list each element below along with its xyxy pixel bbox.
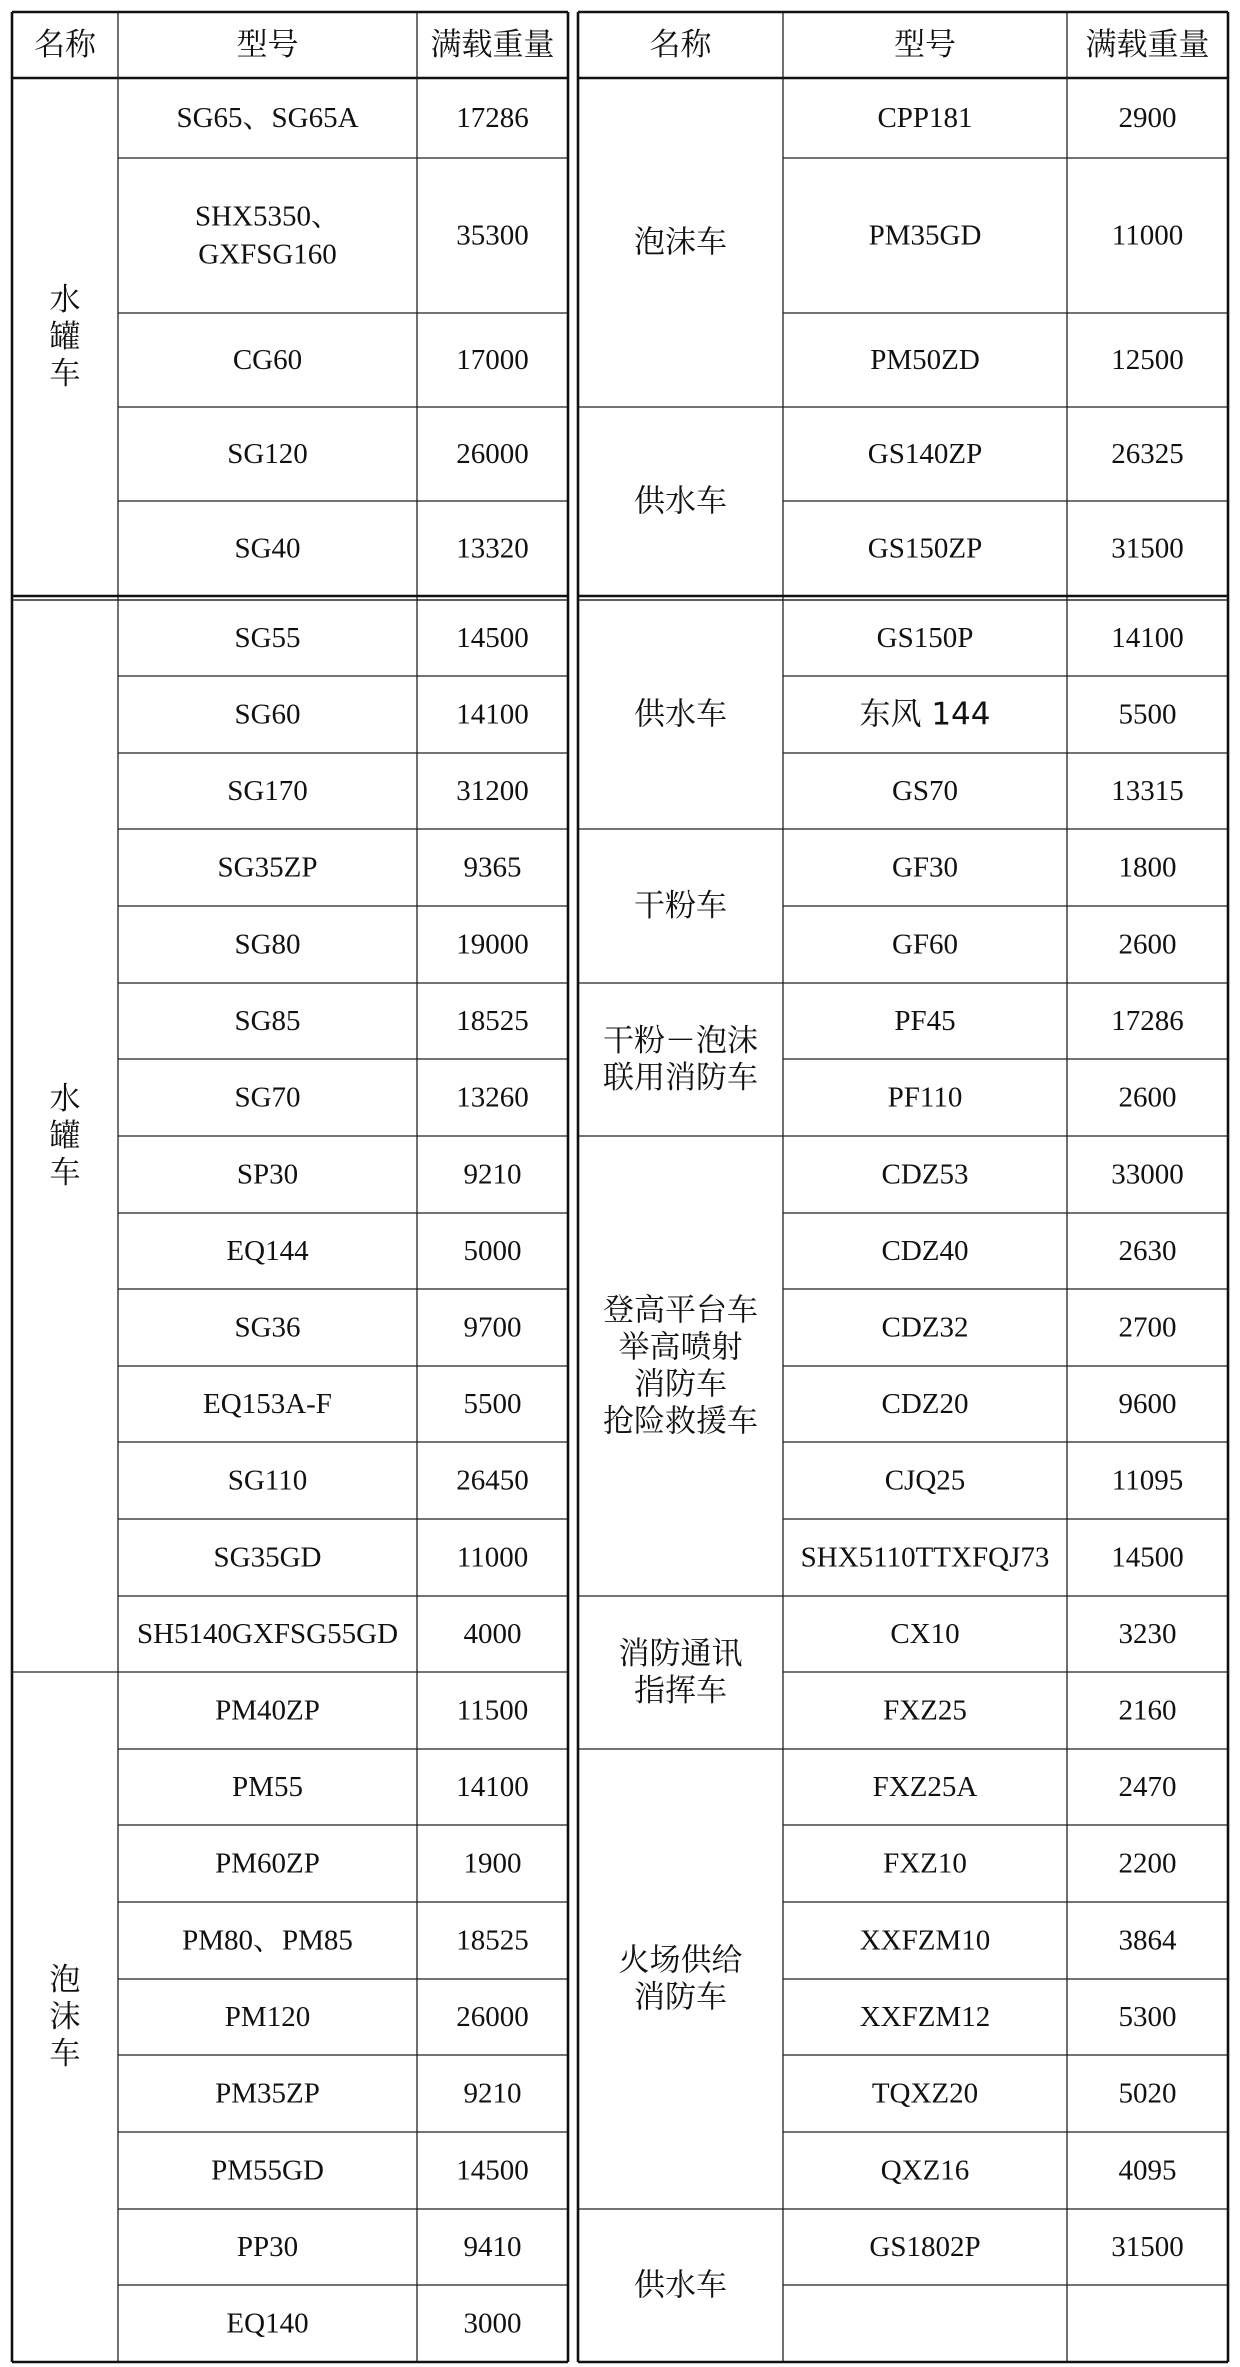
weight-cell: 5300 bbox=[1118, 2001, 1177, 2033]
model-cell: SG35ZP bbox=[217, 851, 318, 884]
model-cell: PM80、PM85 bbox=[182, 1924, 353, 1957]
model-cell: TQXZ20 bbox=[871, 2077, 979, 2110]
model-cell: GF60 bbox=[891, 928, 959, 961]
group-name-line: 指挥车 bbox=[634, 1673, 727, 1709]
group-name-char: 罐 bbox=[49, 319, 81, 355]
weight-cell: 14100 bbox=[456, 1771, 529, 1803]
model-cell: FXZ25A bbox=[872, 1771, 978, 1803]
model-cell: SG60 bbox=[234, 698, 301, 731]
weight-cell: 2600 bbox=[1118, 1081, 1177, 1114]
weight-cell: 14100 bbox=[456, 698, 529, 731]
model-cell: CX10 bbox=[890, 1618, 960, 1650]
weight-cell: 5000 bbox=[463, 1235, 522, 1267]
weight-cell: 2700 bbox=[1118, 1311, 1177, 1344]
weight-cell: 18525 bbox=[456, 1924, 529, 1957]
model-cell: GF30 bbox=[891, 851, 959, 884]
weight-cell: 31500 bbox=[1111, 2231, 1184, 2263]
group-name: 供水车 bbox=[634, 696, 727, 733]
model-cell: SH5140GXFSG55GD bbox=[136, 1618, 399, 1650]
model-cell: SG80 bbox=[234, 928, 301, 961]
model-cell: PM60ZP bbox=[215, 1847, 320, 1880]
weight-cell: 1900 bbox=[463, 1847, 522, 1880]
model-cell: SG120 bbox=[227, 438, 308, 470]
weight-cell: 26450 bbox=[456, 1464, 529, 1497]
model-cell: GS70 bbox=[891, 775, 959, 807]
model-cell: SG110 bbox=[227, 1464, 308, 1497]
group-name: 泡沫车 bbox=[634, 224, 727, 261]
model-cell: SG170 bbox=[227, 775, 308, 807]
model-cell: CDZ20 bbox=[881, 1388, 969, 1420]
weight-cell: 17286 bbox=[456, 102, 529, 134]
weight-cell: 5500 bbox=[463, 1388, 522, 1420]
weight-cell: 9210 bbox=[463, 2077, 522, 2110]
model-cell: SG36 bbox=[234, 1311, 301, 1344]
group-name-char: 车 bbox=[49, 356, 81, 392]
weight-cell: 17286 bbox=[1111, 1005, 1184, 1037]
weight-cell: 14500 bbox=[456, 622, 529, 654]
weight-cell: 26325 bbox=[1111, 438, 1184, 470]
model-cell: PM35GD bbox=[868, 219, 982, 252]
group-name-char: 泡 bbox=[49, 1962, 81, 1998]
model-cell: SG40 bbox=[234, 532, 301, 565]
weight-cell: 11500 bbox=[456, 1694, 529, 1727]
weight-cell: 4000 bbox=[463, 1618, 522, 1650]
group-name-line: 消防车 bbox=[634, 1366, 727, 1403]
weight-cell: 26000 bbox=[456, 2001, 529, 2033]
model-cell: EQ140 bbox=[226, 2307, 309, 2340]
model-cell: XXFZM10 bbox=[859, 1924, 991, 1957]
model-cell: SP30 bbox=[236, 1158, 299, 1191]
weight-cell: 31500 bbox=[1111, 532, 1184, 565]
header-weight: 满载重量 bbox=[430, 27, 555, 63]
weight-cell: 13260 bbox=[456, 1081, 529, 1114]
model-cell: PM120 bbox=[224, 2001, 311, 2033]
model-cell: GS150P bbox=[876, 622, 974, 654]
model-cell: SG70 bbox=[234, 1081, 301, 1114]
model-cell: SG85 bbox=[234, 1005, 301, 1037]
group-name-line: 登高平台车 bbox=[603, 1292, 758, 1329]
model-cell: GS150ZP bbox=[867, 532, 983, 565]
weight-cell: 9410 bbox=[463, 2231, 522, 2263]
model-cell: CDZ53 bbox=[881, 1158, 969, 1191]
model-cell: PM55GD bbox=[211, 2154, 324, 2187]
group-name-line: 抢险救援车 bbox=[603, 1403, 758, 1440]
weight-cell: 11000 bbox=[1111, 219, 1184, 252]
weight-cell: 13320 bbox=[456, 532, 529, 565]
group-name-line: 联用消防车 bbox=[603, 1060, 758, 1096]
weight-cell: 14100 bbox=[1111, 622, 1184, 654]
weight-cell: 2630 bbox=[1118, 1235, 1177, 1267]
model-cell: EQ153A-F bbox=[203, 1388, 332, 1420]
weight-cell: 31200 bbox=[456, 775, 529, 807]
model-cell: 东风 144 bbox=[859, 696, 991, 733]
weight-cell: 14500 bbox=[456, 2154, 529, 2187]
group-name-line: 举高喷射 bbox=[618, 1329, 743, 1366]
group-name-char: 车 bbox=[49, 1155, 81, 1191]
weight-cell: 2200 bbox=[1118, 1847, 1177, 1880]
group-name-line: 消防通讯 bbox=[618, 1636, 743, 1672]
weight-cell: 3000 bbox=[463, 2307, 522, 2340]
model-cell: PF45 bbox=[894, 1005, 956, 1037]
model-cell: CJQ25 bbox=[884, 1464, 966, 1497]
group-name-char: 水 bbox=[49, 282, 81, 318]
header-name: 名称 bbox=[649, 27, 712, 63]
model-cell: GXFSG160 bbox=[198, 238, 337, 271]
weight-cell: 9600 bbox=[1118, 1388, 1177, 1420]
model-cell: CPP181 bbox=[877, 102, 973, 134]
weight-cell: 18525 bbox=[456, 1005, 529, 1037]
group-name: 供水车 bbox=[634, 2267, 727, 2304]
model-cell: SG65、SG65A bbox=[176, 102, 359, 134]
group-name-line: 干粉－泡沫 bbox=[603, 1023, 758, 1059]
model-cell: PM35ZP bbox=[215, 2077, 320, 2110]
weight-cell: 12500 bbox=[1111, 344, 1184, 376]
weight-cell: 13315 bbox=[1111, 775, 1184, 807]
weight-cell: 2600 bbox=[1118, 928, 1177, 961]
weight-cell: 5500 bbox=[1118, 698, 1177, 731]
model-cell: XXFZM12 bbox=[859, 2001, 991, 2033]
model-cell: CG60 bbox=[232, 344, 303, 376]
model-cell: QXZ16 bbox=[880, 2154, 970, 2187]
model-cell: PM50ZD bbox=[870, 344, 980, 376]
group-name-line: 消防车 bbox=[634, 1979, 727, 2016]
weight-cell: 5020 bbox=[1118, 2077, 1177, 2110]
model-cell: SHX5110TTXFQJ73 bbox=[800, 1541, 1050, 1574]
weight-cell: 1800 bbox=[1118, 851, 1177, 884]
model-cell: EQ144 bbox=[226, 1235, 309, 1267]
group-name: 供水车 bbox=[634, 483, 727, 520]
group-name-line: 火场供给 bbox=[618, 1942, 743, 1979]
weight-cell: 35300 bbox=[456, 219, 529, 252]
model-cell: GS140ZP bbox=[867, 438, 983, 470]
weight-cell: 11000 bbox=[456, 1541, 529, 1574]
weight-cell: 26000 bbox=[456, 438, 529, 470]
group-name: 干粉车 bbox=[634, 888, 727, 924]
weight-cell: 9700 bbox=[463, 1311, 522, 1344]
group-name-char: 罐 bbox=[49, 1118, 81, 1154]
weight-cell: 14500 bbox=[1111, 1541, 1184, 1574]
model-cell: PP30 bbox=[236, 2231, 299, 2263]
group-name-char: 水 bbox=[49, 1081, 81, 1117]
weight-cell: 19000 bbox=[456, 928, 529, 961]
weight-cell: 11095 bbox=[1111, 1464, 1184, 1497]
model-cell: PM40ZP bbox=[215, 1694, 320, 1727]
weight-cell: 4095 bbox=[1118, 2154, 1177, 2187]
weight-cell: 9210 bbox=[463, 1158, 522, 1191]
model-cell: SG55 bbox=[234, 622, 301, 654]
model-cell: SHX5350、 bbox=[194, 200, 341, 233]
model-cell: SG35GD bbox=[213, 1541, 322, 1574]
model-cell: GS1802P bbox=[869, 2231, 981, 2263]
weight-cell: 17000 bbox=[456, 344, 529, 376]
weight-cell: 3864 bbox=[1118, 1924, 1177, 1957]
weight-cell: 33000 bbox=[1111, 1158, 1184, 1191]
model-cell: PF110 bbox=[887, 1081, 963, 1114]
weight-cell: 3230 bbox=[1118, 1618, 1177, 1650]
group-name-char: 沫 bbox=[49, 1999, 81, 2035]
weight-cell: 2470 bbox=[1118, 1771, 1177, 1803]
model-cell: PM55 bbox=[232, 1771, 303, 1803]
weight-cell: 2160 bbox=[1118, 1694, 1177, 1727]
model-cell: FXZ10 bbox=[883, 1847, 967, 1880]
weight-cell: 2900 bbox=[1118, 102, 1177, 134]
group-name-char: 车 bbox=[49, 2036, 81, 2072]
header-model: 型号 bbox=[236, 27, 299, 63]
header-model: 型号 bbox=[894, 27, 956, 63]
model-cell: FXZ25 bbox=[883, 1694, 967, 1727]
model-cell: CDZ40 bbox=[881, 1235, 969, 1267]
model-cell: CDZ32 bbox=[881, 1311, 969, 1344]
weight-cell: 9365 bbox=[463, 851, 522, 884]
header-name: 名称 bbox=[34, 27, 96, 63]
header-weight: 满载重量 bbox=[1085, 27, 1210, 63]
